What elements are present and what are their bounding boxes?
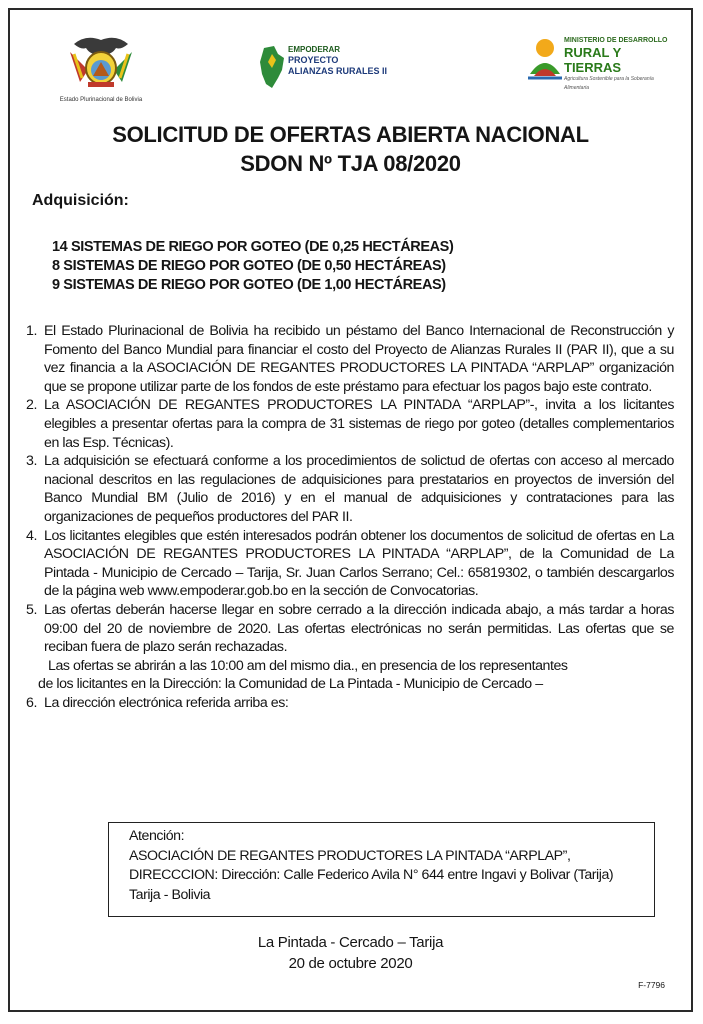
paragraph-6 [26,694,674,713]
logo-bar [10,26,691,106]
logo-mid-line2: PROYECTO [288,55,339,65]
paragraph-text: El Estado Plurinacional de Bolivia ha recibido un péstamo del Banco Internacional de Reconstrucción y Fomento del Banco Mundial para financiar el costo del Proyecto de Alianzas Rurales II (PAR II), que a su vez financia a la ASOCIACIÓN DE REGANTES PRODUCTORES LA PINTADA “ARPLAP” organización que se propone utilizar parte de los fondos de este préstamo para efectuar los pagos bajo este contrato. [44,323,674,395]
bolivia-map-icon [258,44,286,90]
logo-right-line2: RURAL Y TIERRAS [564,45,622,75]
ad-code: F-7796 [638,980,665,990]
paragraph-list [26,322,674,712]
logo-mid-line1: EMPODERAR [288,45,341,54]
opening-note-line2: de los licitantes en la Dirección: la Comunidad de La Pintada - Municipio de Cercado – [38,676,543,693]
paragraph-text: La ASOCIACIÓN DE REGANTES PRODUCTORES LA PINTADA “ARPLAP”-, invita a los licitantes elegibles a presentar ofertas para la compra de 31 sistemas de riego por goteo (detalles complementarios en las Esp. Técnicas). [44,397,674,451]
logo-left-caption: Estado Plurinacional de Bolivia [59,97,143,103]
document-footer [10,932,691,974]
paragraph-number: 4. [26,527,37,544]
paragraph-text: La adquisición se efectuará conforme a los procedimientos de solictud de ofertas con acceso al mercado nacional descritos en las regulaciones de adquisiciones para prestatarios en proyectos de inversión del Banco Mundial BM (Julio de 2016) y en el manual de adquisiciones y contrataciones para las organizaciones de pequeños productores del PAR II. [44,453,674,525]
paragraph-number: 2. [26,397,37,414]
document-page [8,8,693,1012]
address-direction: DIRECCCION: Dirección: Calle Federico Avila N° 644 entre Ingavi y Bolivar (Tarija) [129,867,614,883]
document-title [10,120,691,178]
title-line1: SOLICITUD DE OFERTAS ABIERTA NACIONAL [112,122,589,147]
adquisicion-list [52,238,453,295]
adquisicion-item: 8 SISTEMAS DE RIEGO POR GOTEO (DE 0,50 HECTÁREAS) [52,258,446,274]
paragraph-1 [26,322,674,396]
paragraph-number: 5. [26,601,37,618]
adquisicion-item: 14 SISTEMAS DE RIEGO POR GOTEO (DE 0,25 HECTÁREAS) [52,239,454,255]
sun-field-icon [528,34,562,80]
address-organization: ASOCIACIÓN DE REGANTES PRODUCTORES LA PINTADA “ARPLAP”, [129,847,571,864]
logo-right-tagline: Agricultura Sostenible para la Soberanía Alimentaria [564,76,654,91]
footer-date: 20 de octubre 2020 [288,955,413,972]
logo-right-line1: MINISTERIO DE DESARROLLO [564,37,668,44]
bolivia-coat-of-arms-logo [36,32,166,103]
address-box [108,822,655,917]
empoderar-logo [258,44,398,95]
adquisicion-item: 9 SISTEMAS DE RIEGO POR GOTEO (DE 1,00 HECTÁREAS) [52,277,446,293]
paragraph-text: Los licitantes elegibles que estén interesados podrán obtener los documentos de solicitud de ofertas en La ASOCIACIÓN DE REGANTES PRODUCTORES LA PINTADA “ARPLAP”, de la Comunidad de La Pintada - Municipio de Cercado – Tarija, Sr. Juan Carlos Serrano; Cel.: 65819302, o también descargarlos de la página web www.empoderar.gob.bo en la sección de Convocatorias. [44,527,674,600]
ministerio-logo-text [564,36,668,93]
coat-of-arms-icon [66,32,136,90]
paragraph-number: 6. [26,694,37,711]
title-line2: SDON Nº TJA 08/2020 [240,151,461,176]
address-attention: Atención: [129,828,185,844]
paragraph-number: 3. [26,453,37,470]
footer-place: La Pintada - Cercado – Tarija [257,934,444,951]
logo-mid-line3: ALIANZAS RURALES II [288,66,387,76]
paragraph-3 [26,452,674,526]
empoderar-logo-text [288,44,387,77]
paragraph-5 [26,601,674,657]
paragraph-number: 1. [26,323,37,339]
paragraph-text: Las ofertas deberán hacerse llegar en sobre cerrado a la dirección indicada abajo, a más tardar a horas 09:00 del 20 de noviembre de 2020. Las ofertas electrónicas no serán permitidas. Las ofertas que se reciban fuera de plazo serán rechazadas. [44,601,674,656]
adquisicion-label: Adquisición: [32,192,129,209]
paragraph-text: La dirección electrónica referida arriba es: [44,694,289,711]
paragraph-4 [26,527,674,601]
ministerio-logo [528,34,668,91]
address-city: Tarija - Bolivia [129,886,211,903]
opening-note-line1: Las ofertas se abrirán a las 10:00 am del mismo dia., en presencia de los representantes [48,657,568,674]
paragraph-2 [26,396,674,452]
